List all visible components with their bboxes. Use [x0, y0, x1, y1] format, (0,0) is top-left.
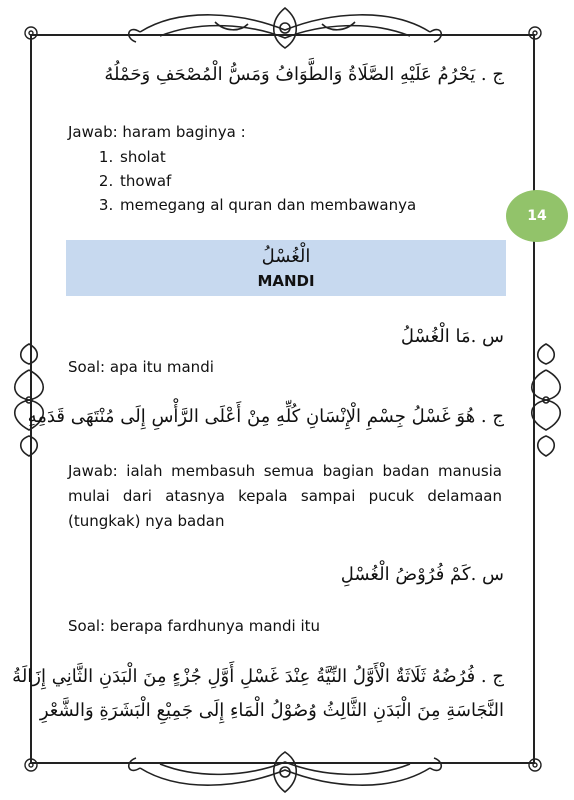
list-item: 1. sholat: [118, 145, 416, 169]
corner-ornament: [524, 754, 546, 776]
top-ornament: [120, 2, 450, 54]
q3-question-latin: Soal: berapa fardhunya mandi itu: [68, 617, 321, 635]
page-number-badge: 14: [506, 190, 568, 242]
corner-ornament: [524, 22, 546, 44]
q2-question-arabic: س .مَا الْغُسْلُ: [400, 326, 504, 347]
list-item: 2. thowaf: [118, 169, 416, 193]
list-item: 3. memegang al quran dan membawanya: [118, 193, 416, 217]
corner-ornament: [20, 22, 42, 44]
q1-answer-latin: Jawab: haram baginya :: [68, 123, 246, 141]
q2-answer-latin: Jawab: ialah membasuh semua bagian badan manusia mulai dari atasnya kepala sampai pucuk delamaan (tungkak) nya badan: [68, 462, 502, 530]
q1-answer-arabic: ج . يَحْرُمُ عَلَيْهِ الصَّلَاةُ وَالطَّوَافُ وَمَسُّ الْمُصْحَفِ وَحَمْلُهُ: [104, 64, 504, 85]
q2-question-latin: Soal: apa itu mandi: [68, 358, 214, 376]
q1-list: [94, 145, 416, 217]
right-side-ornament: [525, 340, 567, 460]
q3-question-arabic: س .كَمْ فُرُوْضُ الْغُسْلِ: [340, 564, 504, 585]
left-side-ornament: [8, 340, 50, 460]
bottom-ornament: [120, 746, 450, 798]
q3-answer-arabic-line2: النَّجَاسَةِ مِنَ الْبَدَنِ الثَّالِثُ وُصُوْلُ الْمَاءِ إِلَى جَمِيْعِ الْبَشَرَةِ وَالشَّعْرِ: [39, 700, 504, 721]
q3-answer-arabic-line1: ج . فُرُضُهُ ثَلَاثَةٌ الْأَوَّلُ النِّيَّةُ عِنْدَ غَسْلِ أَوَّلِ جُزْءٍ مِنَ الْبَدَنِ الثَّانِي إِزَالَةُ: [12, 666, 504, 687]
section-title: MANDI: [257, 272, 315, 290]
section-title-arabic: الْغُسْلُ: [261, 246, 311, 267]
corner-ornament: [20, 754, 42, 776]
section-banner: [66, 240, 506, 296]
q2-answer-arabic: ج . هُوَ غَسْلُ جِسْمِ الْإِنْسَانِ كُلِّهِ مِنْ أَعْلَى الرَّأْسِ إِلَى مُنْتَهَى قَدَمِهِ: [27, 406, 504, 427]
